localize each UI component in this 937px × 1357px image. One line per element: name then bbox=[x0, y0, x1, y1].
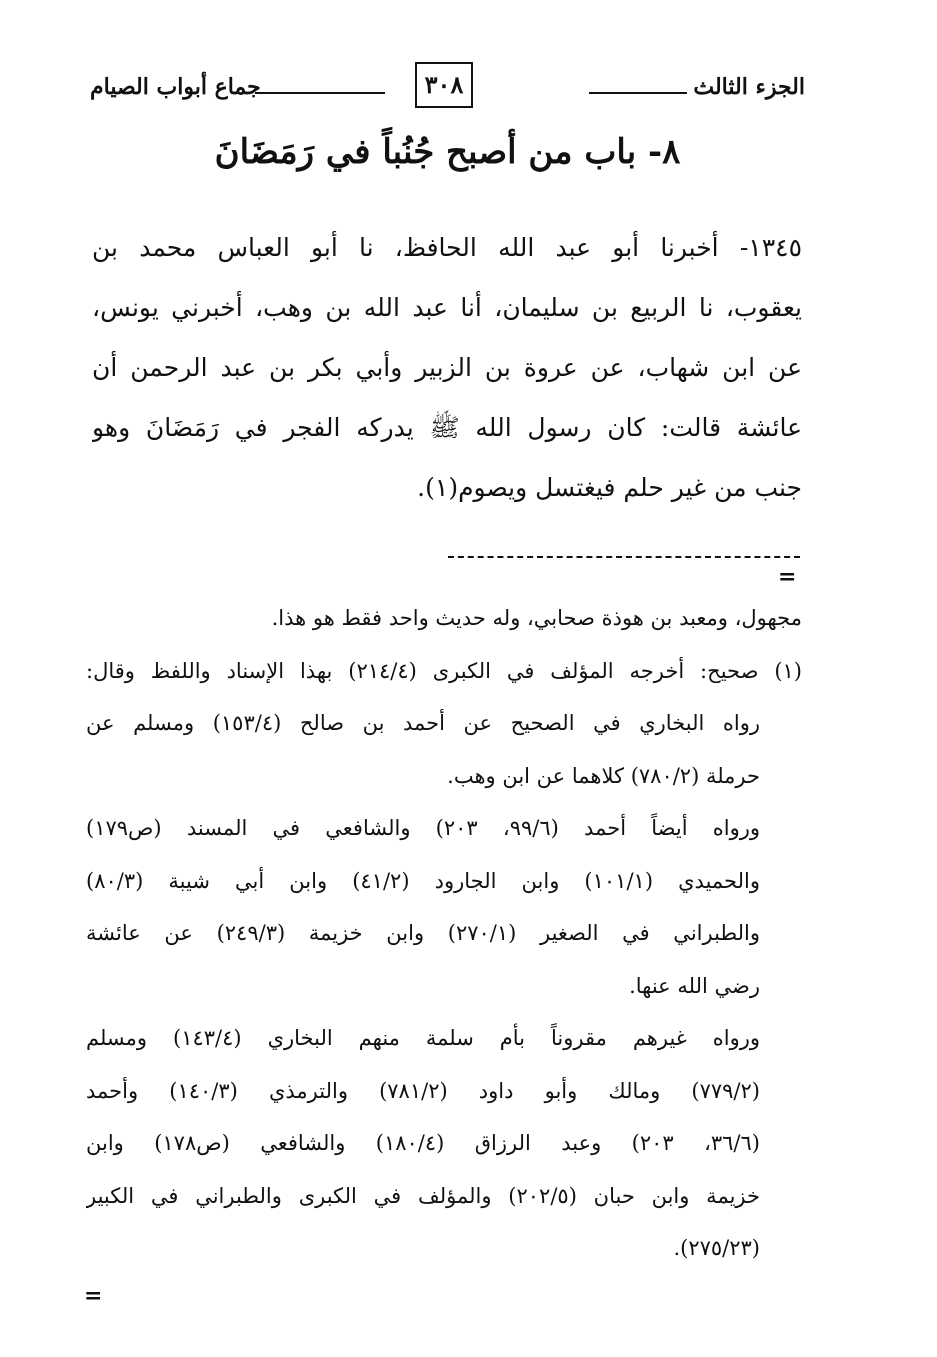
text-line: عن ابن شهاب، عن عروة بن الزبير وأبي بكر بن عبد الرحمن أن bbox=[92, 353, 802, 382]
footnote-line: (٢٧٥/٢٣). bbox=[673, 1236, 760, 1260]
chapter-title: ٨- باب من أصبح جُنُباً في رَمَضَانَ bbox=[214, 132, 681, 172]
footnote-line: ورواه غيرهم مقروناً بأم سلمة منهم البخاري (١٤٣/٤) ومسلم bbox=[86, 1026, 761, 1050]
text-line: يعقوب، نا الربيع بن سليمان، أنا عبد الله بن وهب، أخبرني يونس، bbox=[92, 293, 802, 322]
footnote-line: رواه البخاري في الصحيح عن أحمد بن صالح (١٥٣/٤) ومسلم عن bbox=[86, 711, 760, 735]
continuation-mark-bottom: = bbox=[84, 1283, 103, 1309]
footnote-line: مجهول، ومعبد بن هوذة صحابي، وله حديث واحد فقط هو هذا. bbox=[271, 606, 802, 630]
footnote-line: (٧٧٩/٢) ومالك وأبو داود (٧٨١/٢) والترمذي (١٤٠/٣) وأحمد bbox=[86, 1078, 760, 1103]
page-number: ٣٠٨ bbox=[415, 62, 473, 108]
footnote-line: خزيمة وابن حبان (٢٠٢/٥) والمؤلف في الكبرى والطبراني في الكبير bbox=[86, 1183, 760, 1208]
hadith-text bbox=[92, 218, 802, 518]
footnote-line: حرملة (٧٨٠/٢) كلاهما عن ابن وهب. bbox=[447, 763, 760, 788]
text-line: عائشة قالت: كان رسول الله ﷺ يدركه الفجر في رَمَضَانَ وهو bbox=[92, 413, 802, 442]
footnote-line: والحميدي (١٠١/١) وابن الجارود (٤١/٢) وابن أبي شيبة (٨٠/٣) bbox=[86, 868, 760, 893]
footnote-line: ورواه أيضاً أحمد (٩٩/٦، ٢٠٣) والشافعي في المسند (ص١٧٩) bbox=[86, 816, 761, 840]
running-header bbox=[90, 62, 805, 116]
volume-label: الجزء الثالث bbox=[693, 74, 805, 100]
footnote-line: (٣٦/٦، ٢٠٣) وعبد الرزاق (١٨٠/٤) والشافعي (ص١٧٨) وابن bbox=[86, 1131, 760, 1155]
text-line: ١٣٤٥- أخبرنا أبو عبد الله الحافظ، نا أبو العباس محمد بن bbox=[92, 233, 802, 262]
footnotes bbox=[86, 592, 802, 1275]
header-rule-right bbox=[589, 92, 687, 94]
header-rule-left bbox=[255, 92, 385, 94]
section-label: جماع أبواب الصيام bbox=[90, 74, 261, 100]
footnote-line: (١) صحيح: أخرجه المؤلف في الكبرى (٢١٤/٤) بهذا الإسناد واللفظ وقال: bbox=[86, 658, 802, 683]
text-line: جنب من غير حلم فيغتسل ويصوم(١). bbox=[417, 473, 802, 502]
footnote-line: رضي الله عنها. bbox=[629, 973, 760, 998]
continuation-mark: = bbox=[778, 564, 797, 590]
footnote-line: والطبراني في الصغير (٢٧٠/١) وابن خزيمة (٢٤٩/٣) عن عائشة bbox=[86, 921, 761, 945]
footnote-separator bbox=[448, 556, 800, 558]
